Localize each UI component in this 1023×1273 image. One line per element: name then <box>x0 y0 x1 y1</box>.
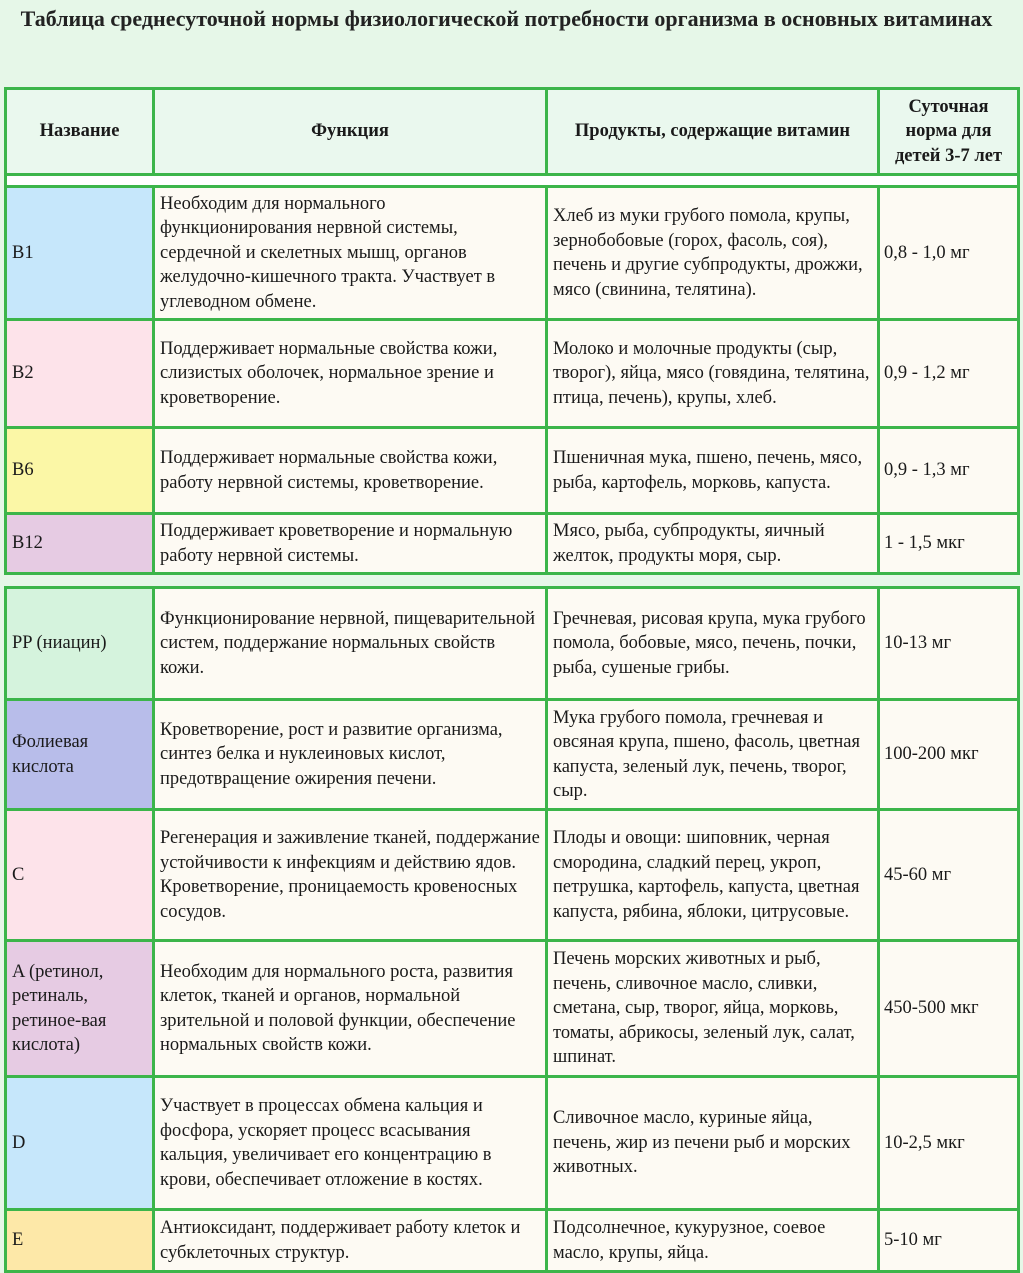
table-row <box>6 1077 1019 1210</box>
vitamin-norm: 45-60 мг <box>879 810 1019 941</box>
vitamin-norm: 5-10 мг <box>879 1210 1019 1272</box>
vitamin-norm: 10-2,5 мкг <box>879 1077 1019 1210</box>
vitamin-norm: 0,9 - 1,3 мг <box>879 428 1019 514</box>
vitamin-products: Печень морских животных и рыб, печень, сливочное масло, сливки, сметана, сыр, творог, яйца, морковь, томаты, абрикосы, зеленый лук, салат, шпинат. <box>547 941 879 1077</box>
table-row <box>6 514 1019 574</box>
header-products: Продукты, содержащие витамин <box>547 89 879 175</box>
vitamin-function: Поддерживает нормальные свойства кожи, слизистых оболочек, нормальное зрение и кроветворение. <box>154 320 547 428</box>
vitamin-function: Регенерация и заживление тканей, поддержание устойчивости к инфекциям и действию ядов. Кроветворение, проницаемость кровеносных сосудов. <box>154 810 547 941</box>
vitamin-name: B1 <box>6 187 154 320</box>
vitamin-function: Участвует в процессах обмена кальция и фосфора, ускоряет процесс всасывания кальция, увеличивает его концентрацию в крови, обеспечивает отложение в костях. <box>154 1077 547 1210</box>
vitamin-norm: 100-200 мкг <box>879 700 1019 810</box>
vitamin-name: B6 <box>6 428 154 514</box>
vitamin-products: Мясо, рыба, субпродукты, яичный желток, продукты моря, сыр. <box>547 514 879 574</box>
header-name: Название <box>6 89 154 175</box>
page-title: Таблица среднесуточной нормы физиологической потребности организма в основных витаминах <box>20 6 993 31</box>
vitamin-norm: 450-500 мкг <box>879 941 1019 1077</box>
vitamin-name: B12 <box>6 514 154 574</box>
table-row <box>6 588 1019 700</box>
header-row <box>6 89 1019 175</box>
vitamin-products: Мука грубого помола, гречневая и овсяная крупа, пшено, фасоль, цветная капуста, зеленый лук, печень, творог, сыр. <box>547 700 879 810</box>
table-row <box>6 941 1019 1077</box>
header-norm: Суточная норма для детей 3-7 лет <box>879 89 1019 175</box>
vitamin-norm: 1 - 1,5 мкг <box>879 514 1019 574</box>
vitamin-name: A (ретинол, ретиналь, ретиное-вая кислота) <box>6 941 154 1077</box>
vitamin-products: Гречневая, рисовая крупа, мука грубого помола, бобовые, мясо, печень, почки, рыба, сушеные грибы. <box>547 588 879 700</box>
spacer-row <box>6 175 1019 187</box>
vitamin-function: Кроветворение, рост и развитие организма, синтез белка и нуклеиновых кислот, предотвращение ожирения печени. <box>154 700 547 810</box>
vitamin-function: Функционирование нервной, пищеварительной систем, поддержание нормальных свойств кожи. <box>154 588 547 700</box>
vitamin-name: E <box>6 1210 154 1272</box>
vitamin-norm: 0,8 - 1,0 мг <box>879 187 1019 320</box>
vitamin-name: D <box>6 1077 154 1210</box>
vitamin-products: Молоко и молочные продукты (сыр, творог), яйца, мясо (говядина, телятина, птица, печень), крупы, хлеб. <box>547 320 879 428</box>
vitamin-table-part-2 <box>4 586 1020 1273</box>
vitamin-name: B2 <box>6 320 154 428</box>
table-row <box>6 700 1019 810</box>
table-row <box>6 428 1019 514</box>
vitamin-table-part-1 <box>4 87 1020 575</box>
header-function: Функция <box>154 89 547 175</box>
vitamin-products: Пшеничная мука, пшено, печень, мясо, рыба, картофель, морковь, капуста. <box>547 428 879 514</box>
vitamin-name: Фолиевая кислота <box>6 700 154 810</box>
vitamin-name: PP (ниацин) <box>6 588 154 700</box>
table-row <box>6 1210 1019 1272</box>
vitamin-products: Сливочное масло, куриные яйца, печень, жир из печени рыб и морских животных. <box>547 1077 879 1210</box>
vitamin-function: Поддерживает кроветворение и нормальную работу нервной системы. <box>154 514 547 574</box>
table-row <box>6 320 1019 428</box>
vitamin-function: Антиоксидант, поддерживает работу клеток и субклеточных структур. <box>154 1210 547 1272</box>
vitamin-name: C <box>6 810 154 941</box>
vitamin-products: Подсолнечное, кукурузное, соевое масло, крупы, яйца. <box>547 1210 879 1272</box>
vitamin-norm: 10-13 мг <box>879 588 1019 700</box>
vitamin-function: Необходим для нормального роста, развития клеток, тканей и органов, нормальной зрительной и половой функции, обеспечение нормальных свойств кожи. <box>154 941 547 1077</box>
vitamin-function: Поддерживает нормальные свойства кожи, работу нервной системы, кроветворение. <box>154 428 547 514</box>
vitamin-products: Плоды и овощи: шиповник, черная смородина, сладкий перец, укроп, петрушка, картофель, капуста, цветная капуста, рябина, яблоки, цитрусовые. <box>547 810 879 941</box>
table-row <box>6 810 1019 941</box>
vitamin-function: Необходим для нормального функционирования нервной системы, сердечной и скелетных мышц, органов желудочно-кишечного тракта. Участвует в углеводном обмене. <box>154 187 547 320</box>
vitamin-norm: 0,9 - 1,2 мг <box>879 320 1019 428</box>
table-row <box>6 187 1019 320</box>
vitamin-products: Хлеб из муки грубого помола, крупы, зернобобовые (горох, фасоль, соя), печень и другие субпродукты, дрожжи, мясо (свинина, телятина). <box>547 187 879 320</box>
